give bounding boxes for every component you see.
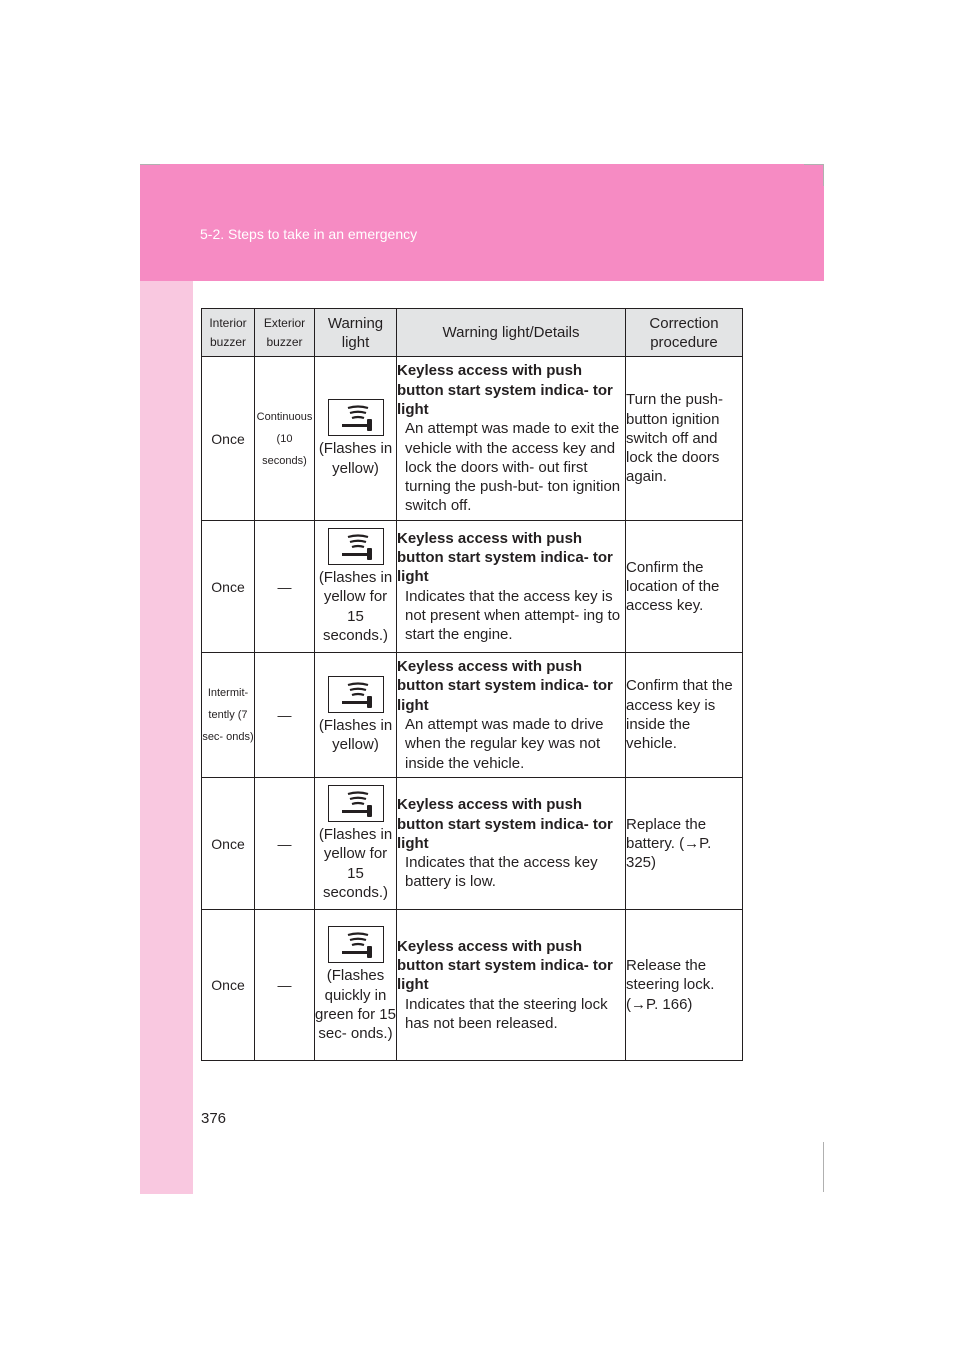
warning-light-cell — [315, 521, 397, 653]
correction-cell: Turn the push-button ignition switch off and lock the doors again. — [626, 357, 743, 521]
warning-light-cell — [315, 357, 397, 521]
detail-body: Indicates that the access key is not present when attempt- ing to start the engine. — [405, 587, 621, 644]
header-interior-buzzer: Interior buzzer — [202, 309, 255, 357]
key-signal-icon — [328, 785, 384, 822]
light-caption: (Flashes in yellow) — [318, 716, 393, 753]
crop-mark — [823, 1142, 824, 1192]
crop-mark — [804, 164, 824, 165]
table-header-row — [202, 309, 743, 357]
correction-cell: Confirm that the access key is inside the vehicle. — [626, 653, 743, 778]
detail-body: An attempt was made to drive when the regular key was not inside the vehicle. — [405, 716, 604, 772]
detail-title: Keyless access with push button start system indica- tor light — [397, 529, 613, 586]
crop-mark — [140, 164, 160, 165]
warning-table — [201, 308, 743, 1061]
light-caption: (Flashes quickly in green for 15 sec- onds.) — [315, 967, 396, 1043]
exterior-buzzer-cell: — — [255, 910, 315, 1061]
page-number: 376 — [201, 1110, 227, 1127]
detail-body: An attempt was made to exit the vehicle with the access key and lock the doors with- out first turning the push-but- ton ignition switch off. — [405, 420, 621, 515]
correction-cell: Release the steering lock. (→P. 166) — [626, 910, 743, 1061]
section-title: 5-2. Steps to take in an emergency — [200, 226, 418, 242]
header-exterior-buzzer: Exterior buzzer — [255, 309, 315, 357]
table-row — [202, 357, 743, 521]
table-row — [202, 778, 743, 910]
warning-light-cell — [315, 653, 397, 778]
warning-light-cell — [315, 910, 397, 1061]
header-band — [140, 164, 824, 281]
crop-mark — [823, 164, 824, 186]
interior-buzzer-cell: Once — [202, 521, 255, 653]
correction-cell: Replace the battery. (→P. 325) — [626, 778, 743, 910]
header-warning-light: Warning light — [315, 309, 397, 357]
interior-buzzer-cell: Once — [202, 778, 255, 910]
detail-body: Indicates that the steering lock has not been released. — [405, 995, 608, 1032]
details-cell — [397, 521, 626, 653]
light-caption: (Flashes in yellow) — [318, 440, 393, 477]
details-cell — [397, 778, 626, 910]
details-cell — [397, 910, 626, 1061]
details-cell — [397, 653, 626, 778]
detail-title: Keyless access with push button start system indica- tor light — [397, 796, 613, 852]
detail-title: Keyless access with push button start system indica- tor light — [397, 658, 613, 714]
interior-buzzer-cell: Once — [202, 357, 255, 521]
key-signal-icon — [328, 528, 384, 565]
details-cell — [397, 357, 626, 521]
detail-body: Indicates that the access key battery is low. — [405, 854, 598, 891]
table-row — [202, 910, 743, 1061]
light-caption: (Flashes in yellow for 15 seconds.) — [318, 568, 393, 644]
exterior-buzzer-cell: Continuous (10 seconds) — [255, 357, 315, 521]
key-signal-icon — [328, 926, 384, 963]
header-details: Warning light/Details — [397, 309, 626, 357]
header-correction: Correction procedure — [626, 309, 743, 357]
table-row — [202, 521, 743, 653]
detail-title: Keyless access with push button start system indica- tor light — [397, 362, 613, 418]
interior-buzzer-cell: Intermit- tently (7 sec- onds) — [202, 653, 255, 778]
warning-light-cell — [315, 778, 397, 910]
interior-buzzer-cell: Once — [202, 910, 255, 1061]
key-signal-icon — [328, 399, 384, 436]
side-band — [140, 164, 193, 1194]
table-row — [202, 653, 743, 778]
exterior-buzzer-cell: — — [255, 521, 315, 653]
correction-cell: Confirm the location of the access key. — [626, 521, 743, 653]
exterior-buzzer-cell: — — [255, 653, 315, 778]
key-signal-icon — [328, 676, 384, 713]
light-caption: (Flashes in yellow for 15 seconds.) — [318, 825, 393, 901]
exterior-buzzer-cell: — — [255, 778, 315, 910]
detail-title: Keyless access with push button start system indica- tor light — [397, 937, 613, 994]
